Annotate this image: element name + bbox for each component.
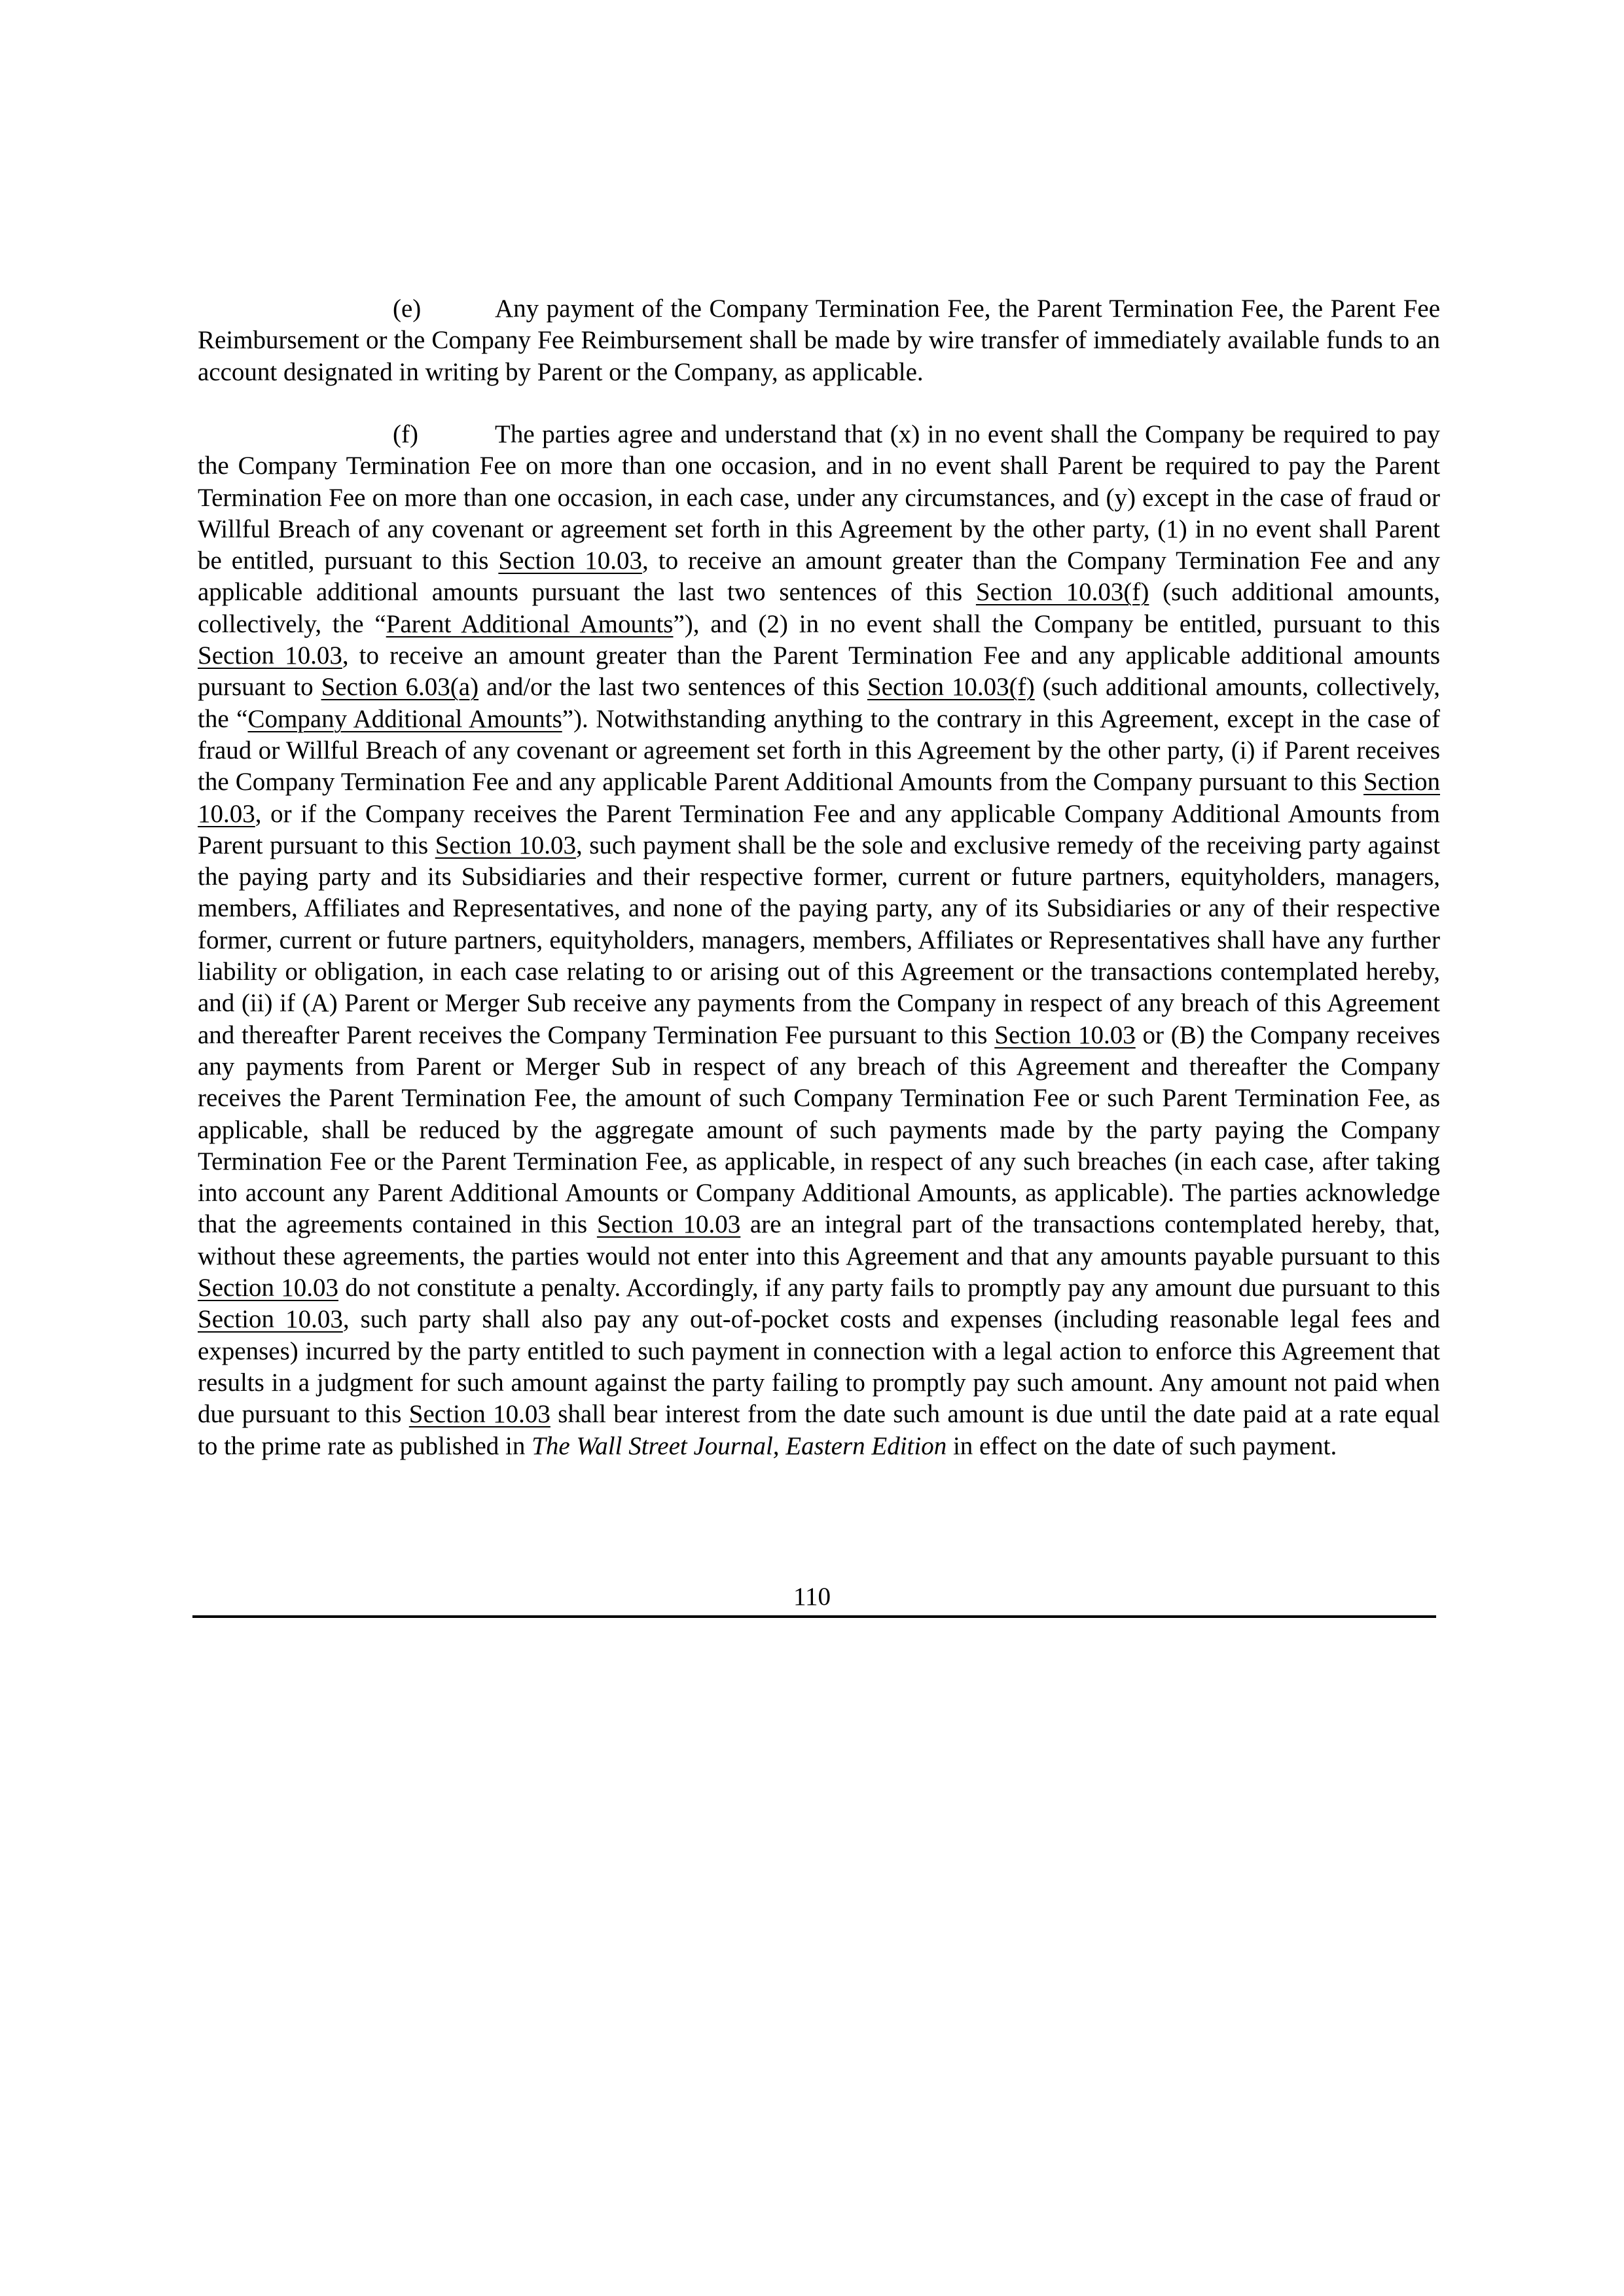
paragraph-text: or (B) the Company receives any payments from Parent or Merger Sub in respect of any breach of this Agreement and thereafter the Company receives the Parent Termination Fee, the amount of such Company Termination Fee or such Parent Termination Fee, as applicable, shall be reduced by the aggregate amount of such payments made by the party paying the Company Termination Fee or the Parent Termination Fee, as applicable, in respect of any such breaches (in each case, after taking into account any Parent Additional Amounts or Company Additional Amounts, as applicable). The parties acknowledge that the agreements contained in this [198,1020,1440,1239]
paragraph-e [198,293,1440,388]
paragraph-text: , or if the Company receives the Parent Termination Fee and any applicable Company Additional Amounts from Parent pursuant to this [198,799,1440,859]
paragraph-f [198,419,1440,1462]
section-reference: Section 10.03(f) [975,578,1149,607]
paragraph-text: and/or the last two sentences of this [478,673,867,702]
section-reference: Section 10.03 [198,1305,343,1334]
defined-term: Parent Additional Amounts [386,609,674,638]
section-reference: Section 10.03 [198,768,1440,828]
paragraph-text: , to receive an amount greater than the Parent Termination Fee and any applicable additional amounts pursuant to [198,641,1440,702]
paragraph-text: , such payment shall be the sole and exclusive remedy of the receiving party against the paying party and its Subsidiaries and their respective former, current or future partners, equityholders, managers, members, Affiliates and Representatives, and none of the paying party, any of its Subsidiaries or any of their respective former, current or future partners, equityholders, managers, members, Affiliates or Representatives shall have any further liability or obligation, in each case relating to or arising out of this Agreement or the transactions contemplated hereby, and (ii) if (A) Parent or Merger Sub receive any payments from the Company in respect of any breach of this Agreement and thereafter Parent receives the Company Termination Fee pursuant to this [198,831,1440,1049]
section-reference: Section 6.03(a) [321,673,479,702]
paragraph-label: (e) [393,295,422,323]
section-reference: Section 10.03(f) [867,673,1035,702]
paragraph-text: Any payment of the Company Termination Fee, the Parent Termination Fee, the Parent Fee Reimbursement or the Company Fee Reimbursement shall be made by wire transfer of immediately available funds to an account designated in writing by Parent or the Company, as applicable. [198,295,1440,386]
section-reference: Section 10.03 [435,831,576,859]
paragraph-text: ”). Notwithstanding anything to the contrary in this Agreement, except in the case of fraud or Willful Breach of any covenant or agreement set forth in this Agreement by the other party, (i) if Parent receives the Company Termination Fee and any applicable Parent Additional Amounts from the Company pursuant to this [198,704,1440,797]
paragraph-text: (such additional amounts, collectively, the “ [198,673,1440,733]
paragraph-text: , such party shall also pay any out-of-pocket costs and expenses (including reasonable legal fees and expenses) incurred by the party entitled to such payment in connection with a legal action to enforce this Agreement that results in a judgment for such amount against the party failing to promptly pay such amount. Any amount not paid when due pursuant to this [198,1305,1440,1429]
paragraph-text: (such additional amounts, collectively, the “ [198,578,1440,638]
paragraph-text: are an integral part of the transactions contemplated hereby, that, without these agreements, the parties would not enter into this Agreement and that any amounts payable pursuant to this [198,1210,1440,1270]
section-reference: Section 10.03 [408,1400,550,1429]
publication-title: The Wall Street Journal, Eastern Edition [532,1431,947,1460]
section-reference: Section 10.03 [994,1020,1136,1049]
section-reference: Section 10.03 [498,547,643,575]
paragraph-text: ”), and (2) in no event shall the Company be entitled, pursuant to this [673,609,1440,638]
paragraph-text: shall bear interest from the date such amount is due until the date paid at a rate equal to the prime rate as published in [198,1400,1440,1460]
page-number: 110 [793,1583,831,1611]
paragraph-text: in effect on the date of such payment. [947,1431,1337,1460]
defined-term: Company Additional Amounts [247,704,562,733]
footer-divider [192,1615,1436,1618]
section-reference: Section 10.03 [596,1210,741,1239]
paragraph-label: (f) [393,420,418,448]
paragraph-text: The parties agree and understand that (x) in no event shall the Company be required to pay the Company Termination Fee on more than one occasion, and in no event shall Parent be required to pay the Parent Termination Fee on more than one occasion, in each case, under any circumstances, and (y) except in the case of fraud or Willful Breach of any covenant or agreement set forth in this Agreement by the other party, (1) in no event shall Parent be entitled, pursuant to this [198,420,1440,575]
section-reference: Section 10.03 [198,1274,339,1302]
paragraph-text: , to receive an amount greater than the Company Termination Fee and any applicable additional amounts pursuant the last two sentences of this [198,547,1441,607]
paragraph-text: do not constitute a penalty. Accordingly, if any party fails to promptly pay any amount due pursuant to this [338,1274,1440,1302]
section-reference: Section 10.03 [198,641,342,670]
